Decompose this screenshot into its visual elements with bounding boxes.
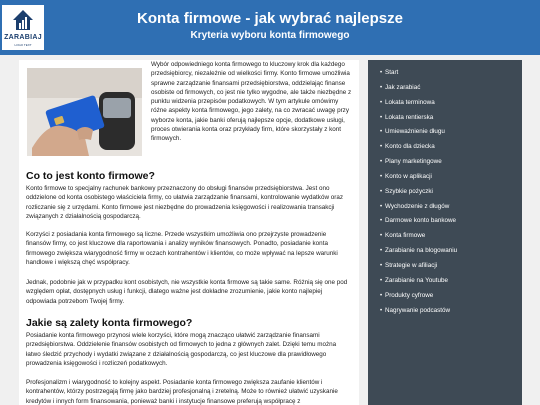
nav-item-label[interactable]: Konto dla dziecka (385, 143, 435, 151)
bullet-icon: • (380, 262, 383, 269)
bullet-icon: • (380, 144, 383, 151)
nav-item-wychodzenie-z-dlugow[interactable] (380, 200, 516, 215)
nav-item-konta-firmowe[interactable] (380, 229, 516, 244)
card-payment-image (27, 68, 142, 156)
nav-item-plany-marketingowe[interactable] (380, 155, 516, 170)
bullet-icon: • (380, 292, 383, 299)
bullet-icon: • (380, 233, 383, 240)
nav-item-konto-dla-dziecka[interactable] (380, 140, 516, 155)
logo-subtext: LOGO TEXT (14, 43, 32, 47)
logo-text: ZARABIAJ (4, 34, 42, 41)
nav-item-label[interactable]: Wychodzenie z długów (385, 202, 450, 210)
bullet-icon: • (380, 159, 383, 166)
bullet-icon: • (380, 84, 383, 91)
nav-item-konto-w-aplikacji[interactable] (380, 170, 516, 185)
bullet-icon: • (380, 188, 383, 195)
nav-item-blogowanie[interactable] (380, 244, 516, 259)
nav-item-podcasty[interactable] (380, 304, 516, 319)
bullet-icon: • (380, 307, 383, 314)
nav-item-label[interactable]: Jak zarabiać (385, 83, 421, 91)
nav-item-lokata-rentierska[interactable] (380, 111, 516, 126)
nav-item-label[interactable]: Umieważnienie długu (385, 128, 445, 136)
bullet-icon: • (380, 173, 383, 180)
bullet-icon: • (380, 99, 383, 106)
nav-item-label[interactable]: Zarabianie na Youtube (385, 276, 449, 284)
bullet-icon: • (380, 248, 383, 255)
paragraph: Posiadanie konta firmowego przynosi wiele korzyści, które mogą znacząco ułatwić zarządzanie finansami przedsiębiorstwa. Oddzielenie finansów osobistych od firmowych to jedna z głównych zalet. Dzięki temu można łatwo śledzić przychody i wydatki związane z działalnością gospodarczą, co jest kluczowe dla prawidłowego prowadzenia księgowości i rozliczeń podatkowych. (26, 332, 337, 367)
paragraph: Korzyści z posiadania konta firmowego są liczne. Przede wszystkim umożliwia ono przejrzyste prowadzenie finansów firmy, co jest kluczowe dla raportowania i analizy wyników finansowych. Ponadto, posiadanie konta firmowego zwiększa wiarygodność firmy w oczach kontrahentów i klientów, co może wpływać na lepsze warunki handlowe i większą chęć współpracy. (26, 231, 338, 266)
nav-item-label[interactable]: Konto w aplikacji (385, 172, 432, 180)
bullet-icon: • (380, 218, 383, 225)
nav-item-darmowe-konto[interactable] (380, 214, 516, 229)
paragraph: Jednak, podobnie jak w przypadku kont osobistych, nie wszystkie konta firmowe są takie same. Różnią się one pod względem opłat, dostępnych usług i funkcji, dlatego ważne jest dokładne zrozumienie, jakie konto najlepiej odpowiada potrzebom Twojej firmy. (26, 279, 348, 305)
nav-item-label[interactable]: Nagrywanie podcastów (385, 306, 451, 314)
nav-item-youtube[interactable] (380, 274, 516, 289)
bullet-icon: • (380, 277, 383, 284)
bullet-icon: • (380, 203, 383, 210)
nav-item-label[interactable]: Lokata terminowa (385, 98, 435, 106)
nav-item-label[interactable]: Lokata rentierska (385, 113, 434, 121)
nav-item-produkty-cyfrowe[interactable] (380, 289, 516, 304)
site-header (0, 0, 540, 55)
sidebar-nav (368, 60, 522, 405)
nav-item-jak-zarabiac[interactable] (380, 81, 516, 96)
nav-item-afiliacja[interactable] (380, 259, 516, 274)
nav-item-label[interactable]: Szybkie pożyczki (385, 187, 433, 195)
bullet-icon: • (380, 114, 383, 121)
article-content (19, 60, 359, 405)
nav-item-label[interactable]: Zarabianie na blogowaniu (385, 247, 458, 255)
nav-item-label[interactable]: Produkty cyfrowe (385, 291, 434, 299)
nav-item-start[interactable] (380, 66, 516, 81)
page-title: Konta firmowe - jak wybrać najlepsze (137, 10, 403, 27)
nav-list (380, 66, 516, 318)
nav-item-label[interactable]: Darmowe konto bankowe (385, 217, 457, 225)
bullet-icon: • (380, 70, 383, 76)
section-heading-what-is: Co to jest konto firmowe? (26, 170, 155, 182)
nav-item-label[interactable]: Konta firmowe (385, 232, 426, 240)
nav-item-szybkie-pozyczki[interactable] (380, 185, 516, 200)
page-subtitle: Kryteria wyboru konta firmowego (190, 30, 350, 41)
nav-item-label[interactable]: Start (385, 69, 399, 76)
nav-item-label[interactable]: Plany marketingowe (385, 158, 442, 166)
bullet-icon: • (380, 129, 383, 136)
section-heading-advantages: Jakie są zalety konta firmowego? (26, 317, 193, 329)
nav-item-umiewaznienie-dlugu[interactable] (380, 125, 516, 140)
intro-paragraph: Wybór odpowiedniego konta firmowego to kluczowy krok dla każdego przedsiębiorcy, niezależnie od wielkości firmy. Konto firmowe umożliwia sprawne zarządzanie finansami przedsiębiorstwa, oddzielając finanse osobiste od firmowych, co jest nie tylko wygodne, ale także niezbędne z punktu widzenia przepisów podatkowych. W tym artykule omówimy różne aspekty konta firmowego, jego zalety, na co zwracać uwagę przy wyborze konta, jakie banki oferują najlepsze opcje, dodatkowe usługi, proces otwierania konta oraz przykłady firm, które skorzystały z kont firmowych. (151, 61, 352, 143)
nav-item-label[interactable]: Strategie w afiliacji (385, 261, 438, 269)
paragraph: Konto firmowe to specjalny rachunek bankowy przeznaczony do obsługi finansów przedsiębiorstwa. Jest ono oddzielone od konta osobistego właściciela firmy, co ułatwia zarządzanie finansami, kontrolowanie wydatków oraz rozliczanie się z urzędami. Konto firmowe jest niezbędne do prowadzenia księgowości i realizowania transakcji związanych z działalnością gospodarczą. (26, 185, 343, 220)
nav-item-lokata-terminowa[interactable] (380, 96, 516, 111)
paragraph: Profesjonalizm i wiarygodność to kolejny aspekt. Posiadanie konta firmowego zwiększa zaufanie klientów i kontrahentów, którzy postrzegają firmę jako bardziej profesjonalną i zretelną. Może to również ułatwić uzyskanie kredytów i innych form finansowania, ponieważ banki i instytucje finansowe preferują współpracę z (26, 379, 338, 405)
